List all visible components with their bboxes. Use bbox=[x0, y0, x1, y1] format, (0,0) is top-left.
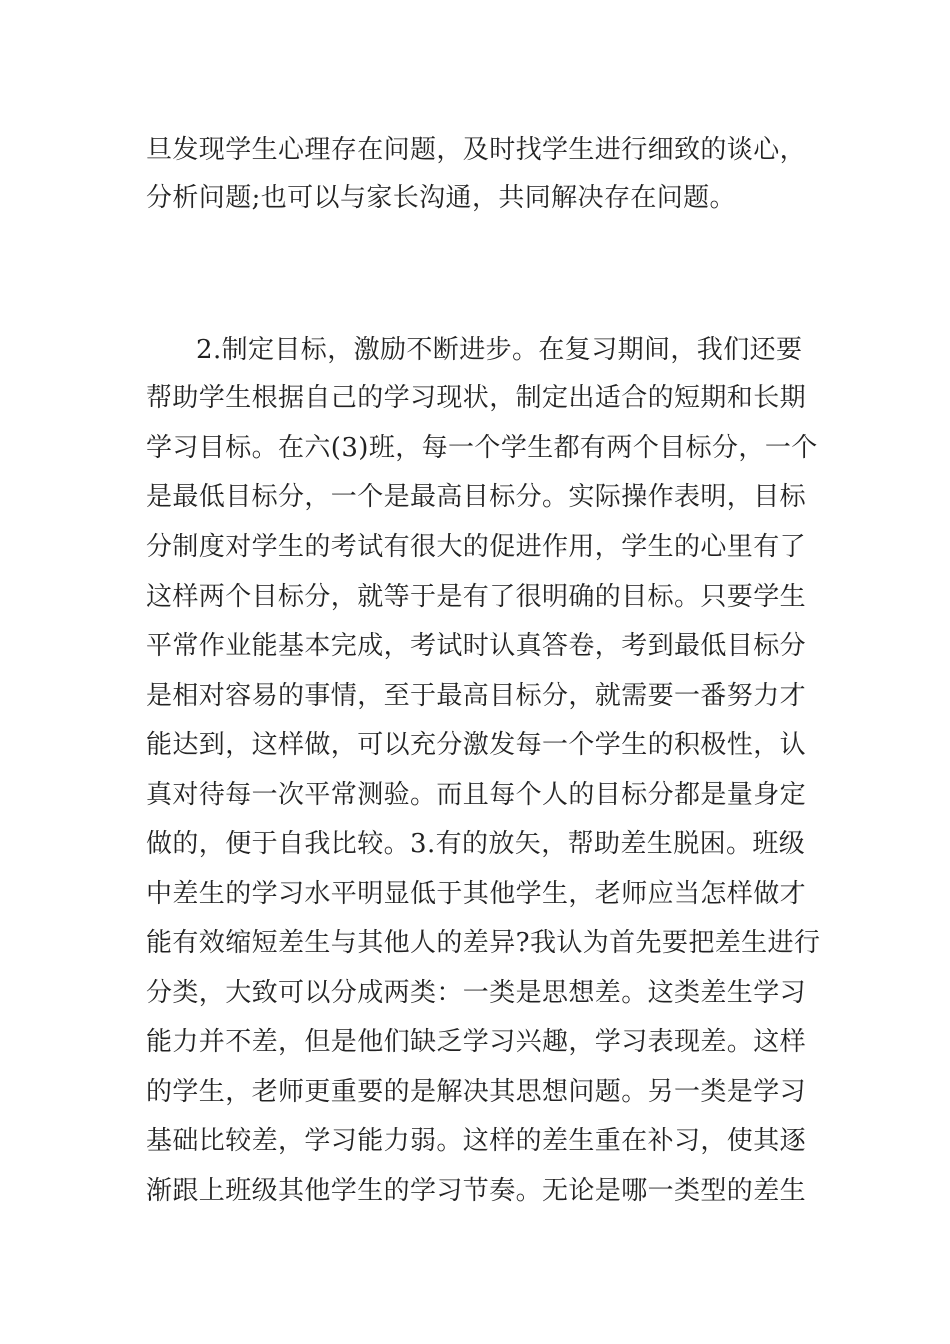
text-line: 这样两个目标分，就等于是有了很明确的目标。只要学生 bbox=[146, 582, 807, 612]
text-line: 分类，大致可以分成两类：一类是思想差。这类差生学习 bbox=[146, 978, 807, 1008]
text-line: 2.制定目标，激励不断进步。在复习期间，我们还要 bbox=[196, 335, 803, 365]
text-line: 旦发现学生心理存在问题，及时找学生进行细致的谈心， bbox=[146, 135, 807, 165]
text-line: 是相对容易的事情，至于最高目标分，就需要一番努力才 bbox=[146, 681, 807, 711]
text-line: 真对待每一次平常测验。而且每个人的目标分都是量身定 bbox=[146, 780, 807, 810]
text-line: 平常作业能基本完成，考试时认真答卷，考到最低目标分 bbox=[146, 631, 807, 661]
text-line: 分制度对学生的考试有很大的促进作用，学生的心里有了 bbox=[146, 532, 807, 562]
text-line: 渐跟上班级其他学生的学习节奏。无论是哪一类型的差生 bbox=[146, 1176, 807, 1206]
text-line: 中差生的学习水平明显低于其他学生，老师应当怎样做才 bbox=[146, 879, 807, 909]
text-line: 的学生，老师更重要的是解决其思想问题。另一类是学习 bbox=[146, 1077, 807, 1107]
text-line: 能有效缩短差生与其他人的差异?我认为首先要把差生进行 bbox=[146, 928, 821, 958]
text-line: 分析问题;也可以与家长沟通，共同解决存在问题。 bbox=[146, 183, 736, 213]
text-line: 能力并不差，但是他们缺乏学习兴趣，学习表现差。这样 bbox=[146, 1027, 807, 1057]
text-line: 基础比较差，学习能力弱。这样的差生重在补习，使其逐 bbox=[146, 1126, 807, 1156]
text-line: 做的，便于自我比较。3.有的放矢，帮助差生脱困。班级 bbox=[146, 829, 806, 859]
text-line: 能达到，这样做，可以充分激发每一个学生的积极性，认 bbox=[146, 730, 807, 760]
text-line: 帮助学生根据自己的学习现状，制定出适合的短期和长期 bbox=[146, 383, 807, 413]
text-line: 是最低目标分，一个是最高目标分。实际操作表明，目标 bbox=[146, 482, 807, 512]
text-line: 学习目标。在六(3)班，每一个学生都有两个目标分，一个 bbox=[146, 433, 818, 463]
